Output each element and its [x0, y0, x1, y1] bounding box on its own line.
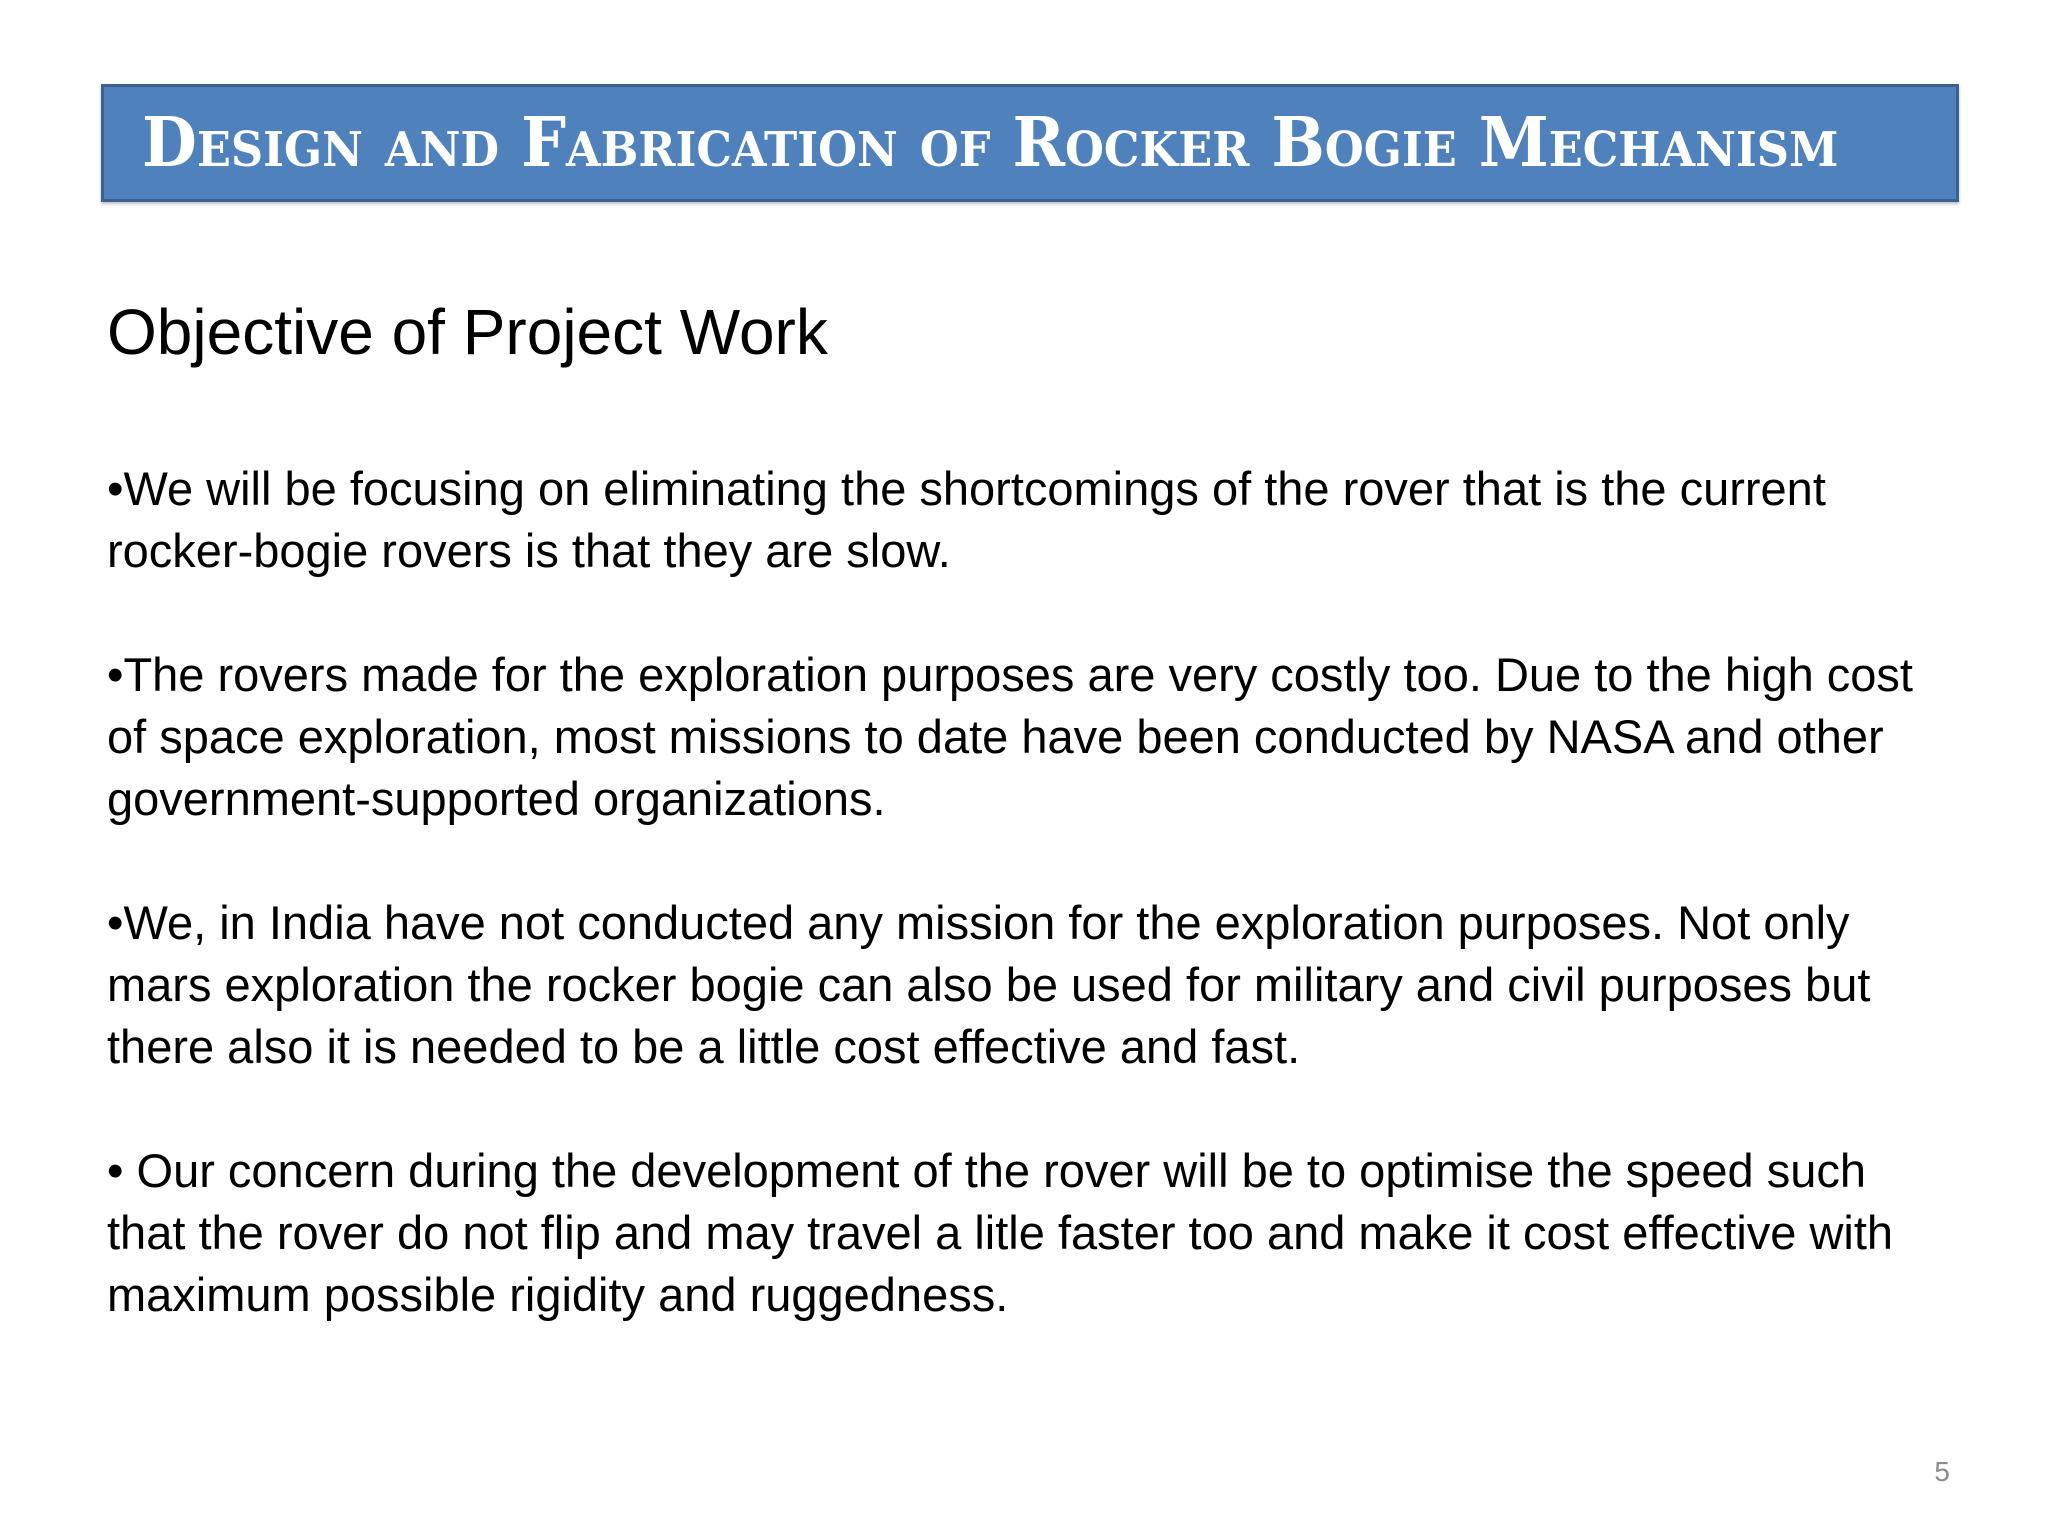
title-banner: [101, 84, 1959, 202]
bullet-item: •We will be focusing on eliminating the shortcomings of the rover that is the current rocker-bogie rovers is that they are slow.: [107, 462, 1826, 577]
section-heading: Objective of Project Work: [107, 296, 828, 368]
bullet-list: [107, 458, 1937, 1388]
page-number: 5: [1934, 1456, 1950, 1487]
bullet-item: •We, in India have not conducted any mission for the exploration purposes. Not only mars exploration the rocker bogie can also be used for military and civil purposes but there also it is needed to be a little cost effective and fast.: [107, 896, 1871, 1073]
bullet-item: • Our concern during the development of the rover will be to optimise the speed such that the rover do not flip and may travel a litle faster too and make it cost effective with maximum possible rigidity and ruggedness.: [107, 1144, 1894, 1321]
bullet-item: •The rovers made for the exploration purposes are very costly too. Due to the high cost of space exploration, most missions to date have been conducted by NASA and other government-supported organizations.: [107, 648, 1913, 825]
slide-title: Design and Fabrication of Rocker Bogie Mechanism: [142, 103, 1839, 183]
